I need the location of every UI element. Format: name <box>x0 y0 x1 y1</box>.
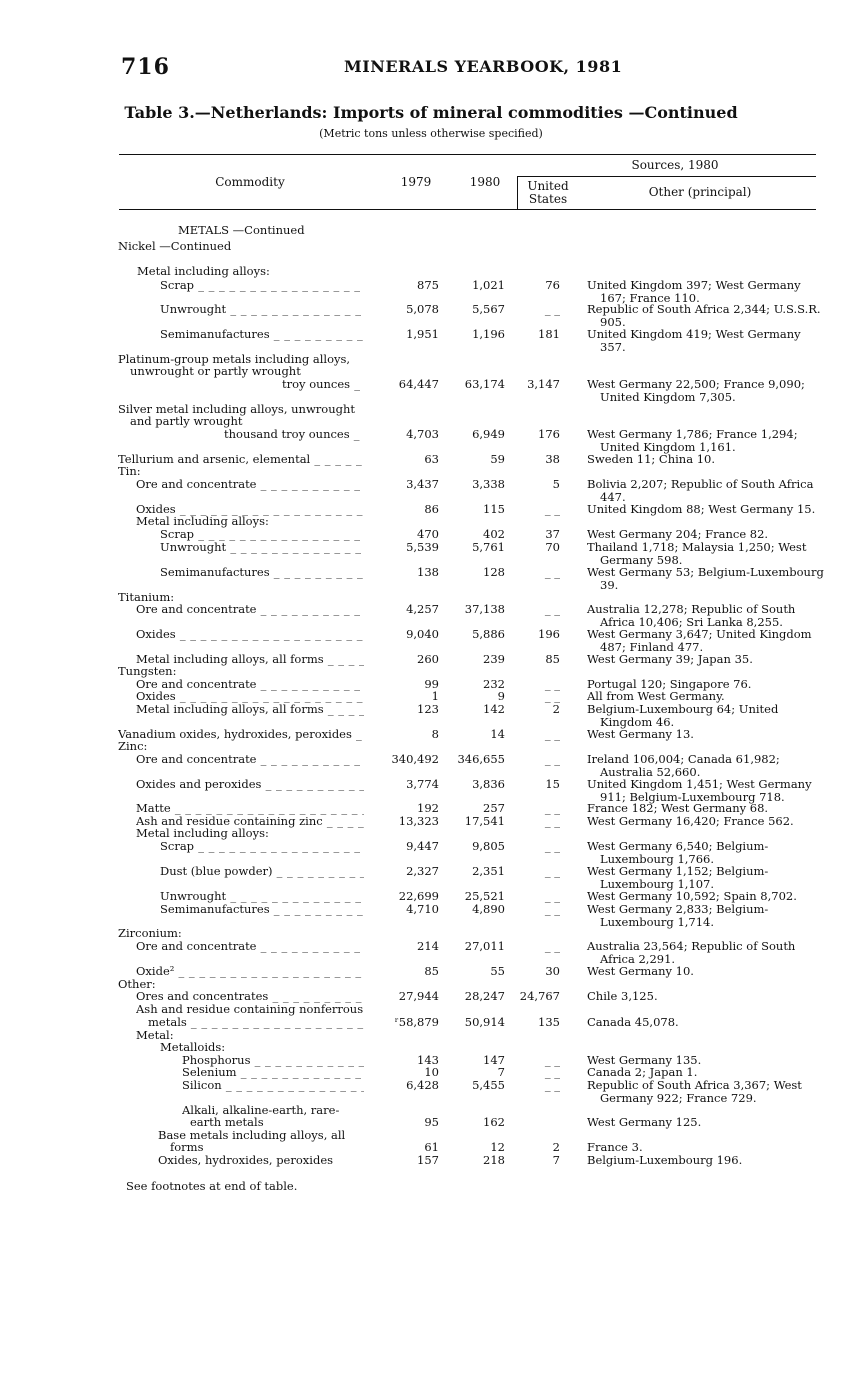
row-commodity-label: unwrought or partly wrought <box>130 365 301 378</box>
row-commodity-label: and partly wrought <box>130 415 243 428</box>
row-value-1980: 25,521 <box>464 889 505 903</box>
row-value-1979: 8 <box>431 727 439 741</box>
row-commodity-label: Metal including alloys: <box>137 265 270 278</box>
row-commodity-label: Metal including alloys: <box>136 515 269 528</box>
row-value-1980: 3,338 <box>472 477 505 491</box>
row-value-1980: 1,021 <box>472 278 505 292</box>
row-other-sources: Republic of South Africa 2,344; U.S.S.R. 905. <box>587 302 821 329</box>
row-value-1979: 5,078 <box>406 302 439 316</box>
row-other-sources: Ireland 106,004; Canada 61,982; Australia 52,660. <box>587 752 780 779</box>
row-value-1979: 13,323 <box>398 814 439 828</box>
row-value-1979: 138 <box>417 565 439 579</box>
row-value-1979: 99 <box>424 677 439 691</box>
header-top-rule <box>119 154 816 155</box>
row-value-us: 2 <box>552 1140 560 1154</box>
row-value-1979: 5,539 <box>406 540 439 554</box>
row-value-us: _ _ <box>544 889 560 903</box>
row-value-1979: 10 <box>424 1065 439 1079</box>
col-header-us-line1: United <box>527 179 569 193</box>
row-commodity-label: Dust (blue powder) _ _ _ <box>160 865 364 878</box>
row-commodity-label: Oxides and peroxides _ _ _ <box>136 778 364 791</box>
row-value-1980: 37,138 <box>464 602 505 616</box>
row-value-1980: 59 <box>490 452 505 466</box>
row-commodity-label: Oxides _ _ _ <box>136 690 364 703</box>
row-other-sources: West Germany 135. <box>587 1053 702 1067</box>
row-other-sources: United Kingdom 397; West Germany 167; France 110. <box>587 278 801 305</box>
row-other-sources: Sweden 11; China 10. <box>587 452 716 466</box>
row-value-1980: 162 <box>483 1115 505 1129</box>
row-commodity-label: Oxide² _ _ _ <box>136 965 364 978</box>
row-commodity-label: Ore and concentrate _ _ _ <box>136 478 364 491</box>
row-commodity-label: earth metals <box>190 1116 264 1129</box>
row-other-sources: Canada 2; Japan 1. <box>587 1065 698 1079</box>
col-header-sources: Sources, 1980 <box>631 158 719 172</box>
row-value-us: _ _ <box>544 814 560 828</box>
row-other-sources: Belgium-Luxembourg 64; United Kingdom 46. <box>587 702 779 729</box>
row-commodity-label: Metal including alloys, all forms _ _ _ <box>136 703 364 716</box>
row-value-1979: 192 <box>417 801 439 815</box>
row-value-1979: 6,428 <box>406 1078 439 1092</box>
row-commodity-label: Tin: <box>118 465 141 478</box>
row-value-us: _ _ <box>544 1053 560 1067</box>
row-commodity-label: Tellurium and arsenic, elemental _ _ _ <box>118 453 364 466</box>
row-value-1980: 9,805 <box>472 839 505 853</box>
row-value-1979: 1,951 <box>406 327 439 341</box>
row-value-1980: 28,247 <box>464 989 505 1003</box>
row-value-us: _ _ <box>544 1078 560 1092</box>
row-value-1980: 402 <box>483 527 505 541</box>
row-other-sources: Republic of South Africa 3,367; West Germany 922; France 729. <box>587 1078 802 1105</box>
row-value-us: _ _ <box>544 689 560 703</box>
row-value-1979: 340,492 <box>391 752 439 766</box>
row-commodity-label: Metalloids: <box>160 1041 226 1054</box>
row-value-1980: 5,761 <box>472 540 505 554</box>
row-commodity-label: Unwrought _ _ _ <box>160 890 364 903</box>
row-commodity-label: Titanium: <box>118 591 175 604</box>
row-value-us: 15 <box>545 777 560 791</box>
row-value-us: 2 <box>552 702 560 716</box>
row-other-sources: West Germany 125. <box>587 1115 702 1129</box>
row-commodity-label: Ore and concentrate _ _ _ <box>136 603 364 616</box>
row-value-1980: 5,567 <box>472 302 505 316</box>
row-commodity-label: metals _ _ _ <box>148 1016 364 1029</box>
row-commodity-label: Metal including alloys, all forms _ _ _ <box>136 653 364 666</box>
row-value-us: 181 <box>538 327 560 341</box>
row-value-us: 5 <box>552 477 560 491</box>
row-commodity-label: Matte _ _ _ <box>136 802 364 815</box>
row-commodity-label: Zirconium: <box>118 927 182 940</box>
row-commodity-label: Semimanufactures _ _ _ <box>160 328 364 341</box>
row-value-1979: 27,944 <box>398 989 439 1003</box>
row-value-us: _ _ <box>544 939 560 953</box>
row-value-us: 196 <box>538 627 560 641</box>
row-value-us: _ _ <box>544 727 560 741</box>
row-commodity-label: Ores and concentrates _ _ _ <box>136 990 364 1003</box>
row-commodity-label: troy ounces _ _ _ <box>282 378 364 391</box>
row-other-sources: West Germany 2,833; Belgium-Luxembourg 1,714. <box>587 902 769 929</box>
row-value-1979: 157 <box>417 1153 439 1167</box>
row-value-1979: 4,710 <box>406 902 439 916</box>
row-value-1980: 5,455 <box>472 1078 505 1092</box>
col-header-us-line2: States <box>528 192 568 206</box>
row-value-us: 7 <box>552 1153 560 1167</box>
row-commodity-label: Selenium _ _ _ <box>182 1066 364 1079</box>
row-other-sources: West Germany 3,647; United Kingdom 487; Finland 477. <box>587 627 812 654</box>
table-subtitle: (Metric tons unless otherwise specified) <box>319 127 543 140</box>
row-commodity-label: Metal including alloys: <box>136 827 269 840</box>
row-value-1979: ʳ58,879 <box>394 1015 439 1029</box>
row-value-us: 176 <box>538 427 560 441</box>
row-value-us: 76 <box>545 278 560 292</box>
footnote: See footnotes at end of table. <box>126 1179 298 1193</box>
row-commodity-label: Phosphorus _ _ _ <box>182 1054 364 1067</box>
page-number: 716 <box>121 54 170 80</box>
row-other-sources: France 3. <box>587 1140 643 1154</box>
row-other-sources: Bolivia 2,207; Republic of South Africa 447. <box>587 477 814 504</box>
row-value-1980: 27,011 <box>464 939 505 953</box>
row-value-1980: 63,174 <box>464 377 505 391</box>
row-value-1980: 50,914 <box>464 1015 505 1029</box>
row-value-1980: 3,836 <box>472 777 505 791</box>
row-other-sources: United Kingdom 419; West Germany 357. <box>587 327 801 354</box>
row-commodity-label: Scrap _ _ _ <box>160 840 364 853</box>
row-commodity-label: Silver metal including alloys, unwrought <box>118 403 356 416</box>
row-value-1979: 4,703 <box>406 427 439 441</box>
row-commodity-label: Ash and residue containing zinc _ _ _ <box>136 815 364 828</box>
row-value-us: 38 <box>545 452 560 466</box>
row-other-sources: West Germany 22,500; France 9,090; United Kingdom 7,305. <box>587 377 805 404</box>
row-value-us: _ _ <box>544 801 560 815</box>
row-other-sources: West Germany 10,592; Spain 8,702. <box>587 889 797 903</box>
row-commodity-label: Ore and concentrate _ _ _ <box>136 940 364 953</box>
row-commodity-label: Ash and residue containing nonferrous <box>136 1003 364 1016</box>
row-other-sources: West Germany 16,420; France 562. <box>587 814 794 828</box>
row-value-1979: 2,327 <box>406 864 439 878</box>
row-commodity-label: Semimanufactures _ _ _ <box>160 566 364 579</box>
row-commodity-label: Base metals including alloys, all <box>158 1129 346 1142</box>
row-value-1979: 4,257 <box>406 602 439 616</box>
row-value-us: 70 <box>545 540 560 554</box>
row-value-1980: 128 <box>483 565 505 579</box>
row-value-us: _ _ <box>544 502 560 516</box>
row-commodity-label: Metal: <box>136 1029 174 1042</box>
row-value-1980: 147 <box>483 1053 505 1067</box>
row-commodity-label: Silicon _ _ _ <box>182 1079 364 1092</box>
row-value-1979: 123 <box>417 702 439 716</box>
row-value-1980: 239 <box>483 652 505 666</box>
row-value-us: 30 <box>545 964 560 978</box>
col-header-1979: 1979 <box>400 175 432 189</box>
row-other-sources: Canada 45,078. <box>587 1015 679 1029</box>
row-value-1979: 85 <box>424 964 439 978</box>
col-header-other: Other (principal) <box>648 185 752 199</box>
row-value-us: _ _ <box>544 752 560 766</box>
row-other-sources: West Germany 10. <box>587 964 694 978</box>
row-value-1980: 17,541 <box>464 814 505 828</box>
row-value-us: 37 <box>545 527 560 541</box>
row-other-sources: West Germany 1,786; France 1,294; United Kingdom 1,161. <box>587 427 798 454</box>
row-value-us: _ _ <box>544 602 560 616</box>
row-other-sources: Australia 12,278; Republic of South Africa 10,406; Sri Lanka 8,255. <box>587 602 796 629</box>
row-commodity-label: Vanadium oxides, hydroxides, peroxides _ _ _ <box>118 728 364 741</box>
row-commodity-label: thousand troy ounces _ _ _ <box>224 428 364 441</box>
row-other-sources: Chile 3,125. <box>587 989 658 1003</box>
row-value-1979: 214 <box>417 939 439 953</box>
row-other-sources: Australia 23,564; Republic of South Africa 2,291. <box>587 939 796 966</box>
row-commodity-label: Scrap _ _ _ <box>160 528 364 541</box>
row-other-sources: Thailand 1,718; Malaysia 1,250; West Germany 598. <box>587 540 807 567</box>
row-other-sources: All from West Germany. <box>587 689 725 703</box>
row-value-us: _ _ <box>544 565 560 579</box>
row-value-us: 3,147 <box>527 377 560 391</box>
row-other-sources: United Kingdom 88; West Germany 15. <box>587 502 816 516</box>
row-commodity-label: Ore and concentrate _ _ _ <box>136 678 364 691</box>
row-commodity-label: Nickel —Continued <box>118 240 232 253</box>
row-value-us: _ _ <box>544 839 560 853</box>
row-value-1979: 3,774 <box>406 777 439 791</box>
row-value-1980: 115 <box>483 502 505 516</box>
row-value-1979: 9,040 <box>406 627 439 641</box>
row-value-1980: 5,886 <box>472 627 505 641</box>
row-other-sources: West Germany 1,152; Belgium-Luxembourg 1,107. <box>587 864 769 891</box>
row-value-1979: 260 <box>417 652 439 666</box>
row-value-1980: 1,196 <box>472 327 505 341</box>
row-commodity-label: Oxides _ _ _ <box>136 503 364 516</box>
row-value-us: 135 <box>538 1015 560 1029</box>
row-value-1980: 14 <box>490 727 505 741</box>
row-value-1979: 9,447 <box>406 839 439 853</box>
row-value-1979: 143 <box>417 1053 439 1067</box>
row-commodity-label: Scrap _ _ _ <box>160 279 364 292</box>
row-value-1979: 95 <box>424 1115 439 1129</box>
row-value-us: _ _ <box>544 302 560 316</box>
row-commodity-label: Oxides _ _ _ <box>136 628 364 641</box>
row-value-1979: 22,699 <box>398 889 439 903</box>
row-commodity-label: Oxides, hydroxides, peroxides <box>158 1154 334 1167</box>
row-other-sources: West Germany 204; France 82. <box>587 527 769 541</box>
row-value-1979: 3,437 <box>406 477 439 491</box>
row-other-sources: United Kingdom 1,451; West Germany 911; Belgium-Luxembourg 718. <box>587 777 812 804</box>
row-value-1980: 2,351 <box>472 864 505 878</box>
row-value-1980: 346,655 <box>457 752 505 766</box>
row-value-1980: 257 <box>483 801 505 815</box>
row-other-sources: West Germany 53; Belgium-Luxembourg 39. <box>587 565 824 592</box>
row-commodity-label: Unwrought _ _ _ <box>160 541 364 554</box>
row-value-1979: 63 <box>424 452 439 466</box>
row-value-1980: 232 <box>483 677 505 691</box>
col-header-commodity: Commodity <box>215 175 285 189</box>
row-value-1979: 875 <box>417 278 439 292</box>
row-value-us: 24,767 <box>519 989 560 1003</box>
row-commodity-label: Platinum-group metals including alloys, <box>118 353 351 366</box>
row-value-1979: 1 <box>431 689 439 703</box>
row-value-1980: 9 <box>497 689 505 703</box>
row-value-us: _ _ <box>544 677 560 691</box>
row-other-sources: France 182; West Germany 68. <box>587 801 769 815</box>
row-value-1980: 6,949 <box>472 427 505 441</box>
row-commodity-label: Alkali, alkaline-earth, rare- <box>182 1104 340 1117</box>
sources-rule <box>517 176 816 177</box>
row-other-sources: Belgium-Luxembourg 196. <box>587 1153 743 1167</box>
row-value-1979: 470 <box>417 527 439 541</box>
row-value-1980: 55 <box>490 964 505 978</box>
row-value-1980: 7 <box>497 1065 505 1079</box>
row-value-1980: 142 <box>483 702 505 716</box>
table-title: Table 3.—Netherlands: Imports of mineral commodities —Continued <box>124 103 738 122</box>
row-commodity-label: Other: <box>118 978 156 991</box>
row-commodity-label: Unwrought _ _ _ <box>160 303 364 316</box>
col-header-1980: 1980 <box>469 175 501 189</box>
row-other-sources: West Germany 13. <box>587 727 694 741</box>
row-value-us: _ _ <box>544 902 560 916</box>
row-commodity-label: Ore and concentrate _ _ _ <box>136 753 364 766</box>
row-value-1979: 86 <box>424 502 439 516</box>
row-value-1979: 64,447 <box>398 377 439 391</box>
row-other-sources: West Germany 39; Japan 35. <box>587 652 753 666</box>
row-commodity-label: Tungsten: <box>118 665 177 678</box>
row-value-1980: 12 <box>490 1140 505 1154</box>
row-other-sources: West Germany 6,540; Belgium-Luxembourg 1,766. <box>587 839 769 866</box>
row-value-1980: 218 <box>483 1153 505 1167</box>
row-value-us: _ _ <box>544 1065 560 1079</box>
row-value-us: _ _ <box>544 864 560 878</box>
header-bottom-rule <box>119 209 816 210</box>
row-value-1980: 4,890 <box>472 902 505 916</box>
row-value-1979: 61 <box>424 1140 439 1154</box>
row-value-us: 85 <box>545 652 560 666</box>
row-commodity-label: Semimanufactures _ _ _ <box>160 903 364 916</box>
row-other-sources: Portugal 120; Singapore 76. <box>587 677 752 691</box>
running-title: MINERALS YEARBOOK, 1981 <box>344 57 623 76</box>
row-commodity-label: forms <box>170 1141 204 1154</box>
row-commodity-label: METALS —Continued <box>178 224 305 237</box>
row-commodity-label: Zinc: <box>118 740 148 753</box>
